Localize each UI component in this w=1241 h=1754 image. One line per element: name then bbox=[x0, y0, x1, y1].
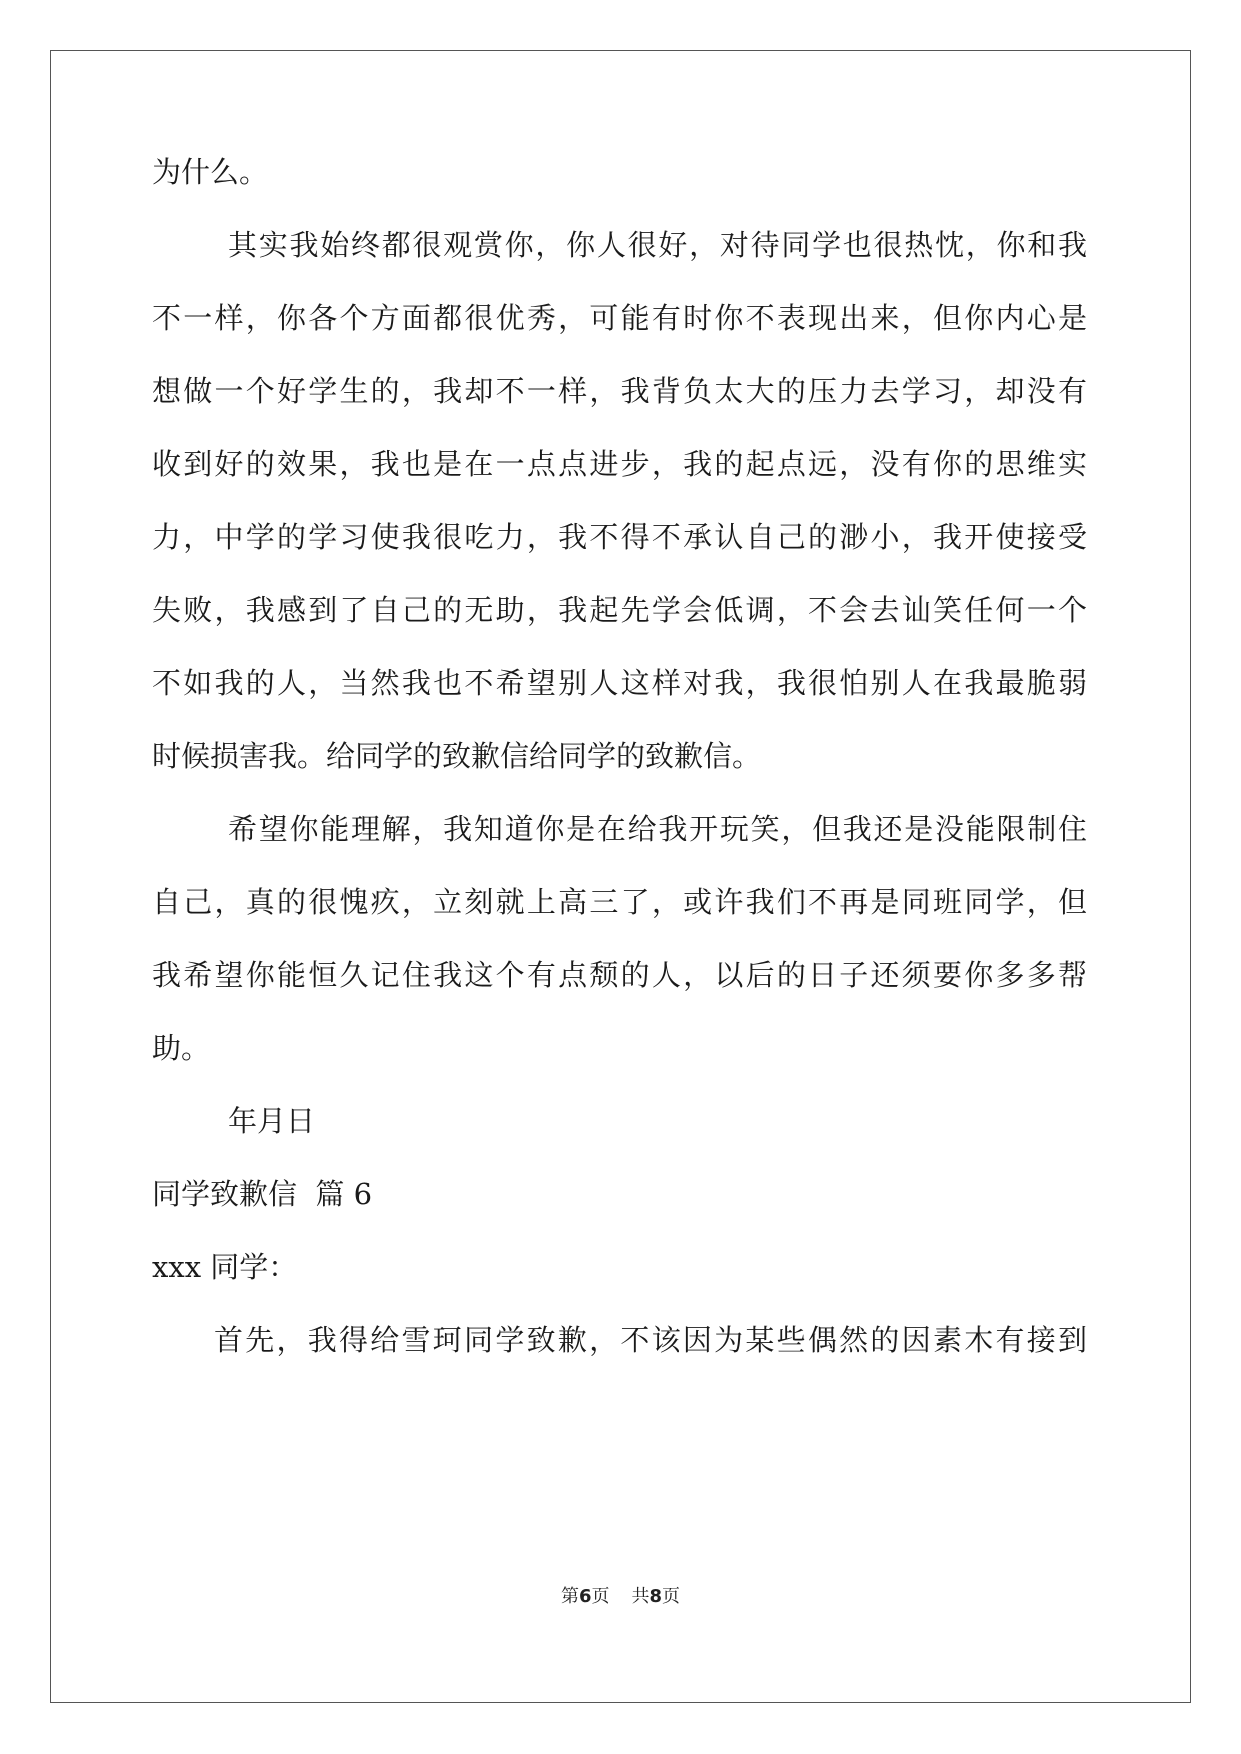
footer-page-number: 6 bbox=[578, 1586, 592, 1607]
date-line: 年月日 bbox=[228, 1104, 316, 1138]
body-line: 不一样，你各个方面都很优秀，可能有时你不表现出来，但你内心是 bbox=[152, 301, 1087, 335]
body-line: 力，中学的学习使我很吃力，我不得不承认自己的渺小，我开使接受 bbox=[152, 520, 1087, 554]
body-line: 想做一个好学生的，我却不一样，我背负太大的压力去学习，却没有 bbox=[152, 374, 1087, 408]
paragraph-start-line: 其实我始终都很观赏你，你人很好，对待同学也很热忱，你和我 bbox=[228, 228, 1087, 262]
footer-total-pages: 8 bbox=[649, 1586, 663, 1607]
salutation: xxx 同学： bbox=[152, 1250, 298, 1284]
paragraph-start-line: 首先，我得给雪珂同学致歉，不该因为某些偶然的因素木有接到 bbox=[214, 1323, 1087, 1357]
body-line: 不如我的人，当然我也不希望别人这样对我，我很怕别人在我最脆弱 bbox=[152, 666, 1087, 700]
section-heading: 同学致歉信 篇 6 bbox=[152, 1177, 373, 1211]
footer-page-prefix: 第 bbox=[560, 1586, 579, 1607]
footer-page-suffix: 页 bbox=[591, 1586, 610, 1607]
body-line: 收到好的效果，我也是在一点点进步，我的起点远，没有你的思维实 bbox=[152, 447, 1087, 481]
body-line: 助。 bbox=[152, 1031, 211, 1065]
page-footer bbox=[0, 1582, 1241, 1608]
body-line: 自己，真的很愧疚，立刻就上高三了，或许我们不再是同班同学，但 bbox=[152, 885, 1087, 919]
paragraph-start-line: 希望你能理解，我知道你是在给我开玩笑，但我还是没能限制住 bbox=[228, 812, 1087, 846]
body-line: 时候损害我。给同学的致歉信给同学的致歉信。 bbox=[152, 739, 762, 773]
footer-total-prefix: 共 bbox=[631, 1586, 650, 1607]
body-line: 为什么。 bbox=[152, 155, 269, 189]
body-line: 失败，我感到了自己的无助，我起先学会低调，不会去讪笑任何一个 bbox=[152, 593, 1087, 627]
footer-total-suffix: 页 bbox=[662, 1586, 681, 1607]
body-line: 我希望你能恒久记住我这个有点颓的人，以后的日子还须要你多多帮 bbox=[152, 958, 1087, 992]
